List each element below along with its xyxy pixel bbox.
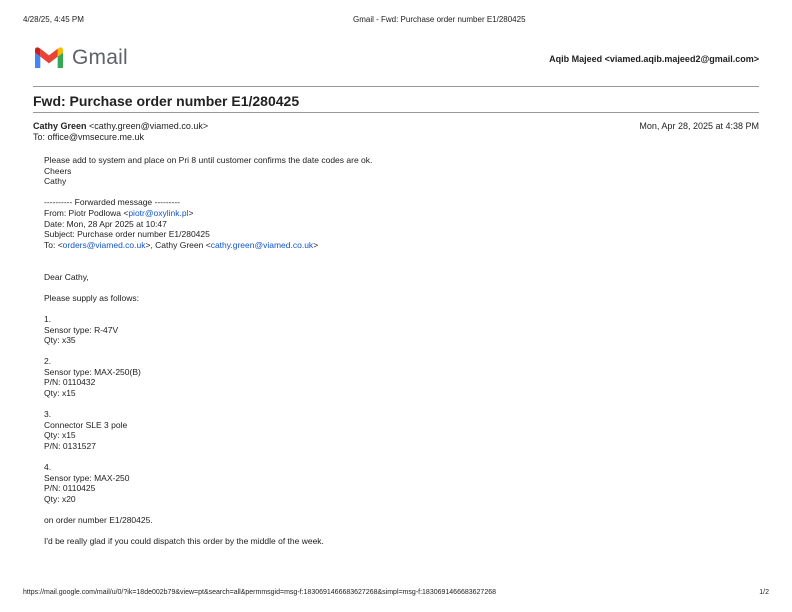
item-line: Sensor type: MAX-250	[44, 472, 130, 483]
forwarded-to-email-link[interactable]: orders@viamed.co.uk	[62, 239, 146, 250]
closing-line: I'd be really glad if you could dispatch this order by the middle of the week.	[44, 536, 324, 547]
print-header	[23, 15, 769, 27]
item-line: Sensor type: MAX-250(B)	[44, 366, 141, 377]
header-divider	[33, 86, 759, 87]
item-line: Sensor type: R-47V	[44, 324, 119, 335]
intro-line: Cheers	[44, 165, 72, 176]
item-line: Qty: x20	[44, 494, 76, 504]
recipient-line: To: office@vmsecure.me.uk	[33, 132, 145, 142]
order-item	[44, 356, 744, 398]
email-body	[44, 155, 744, 547]
forwarded-from-suffix: >	[188, 207, 194, 218]
item-line: Qty: x35	[44, 335, 76, 346]
order-item	[44, 409, 744, 451]
item-line: Qty: x15	[44, 430, 76, 441]
item-line: P/N: 0110425	[44, 483, 96, 494]
forwarded-to	[44, 240, 744, 251]
item-number: 2.	[44, 356, 52, 367]
item-line: P/N: 0131527	[44, 441, 96, 452]
item-number: 4.	[44, 462, 52, 473]
item-number: 3.	[44, 409, 52, 420]
forwarded-subject: Subject: Purchase order number E1/280425	[44, 229, 210, 240]
print-datetime: 4/28/25, 4:45 PM	[23, 15, 84, 24]
request-line: Please supply as follows:	[44, 292, 139, 303]
forwarded-from-prefix: From: Piotr Podlowa <	[44, 207, 129, 218]
forwarded-to-prefix: To: <	[44, 239, 63, 250]
item-line: Connector SLE 3 pole	[44, 419, 128, 430]
forwarded-cc-email-link[interactable]: cathy.green@viamed.co.uk	[210, 239, 314, 250]
item-line: P/N: 0110432	[44, 377, 96, 388]
subject-divider	[33, 112, 759, 113]
forwarded-date: Date: Mon, 28 Apr 2025 at 10:47	[44, 218, 167, 229]
item-number: 1.	[44, 313, 52, 324]
gmail-logo-icon	[33, 46, 65, 70]
order-item	[44, 314, 744, 346]
sender-line	[33, 121, 208, 131]
gmail-wordmark: Gmail	[72, 46, 128, 69]
forwarded-to-middle: >, Cathy Green <	[145, 239, 211, 250]
print-footer	[23, 589, 769, 599]
print-page-number: 1/2	[759, 589, 769, 596]
gmail-brand	[33, 45, 128, 71]
greeting: Dear Cathy,	[44, 271, 89, 282]
email-subject: Fwd: Purchase order number E1/280425	[33, 93, 300, 109]
print-url: https://mail.google.com/mail/u/0/?ik=18de002b79&view=pt&search=all&permmsgid=msg-f:1830691466683627268&simpl=msg-f:1830691466683627268	[23, 589, 497, 596]
forwarded-from-email-link[interactable]: piotr@oxylink.pl	[128, 207, 189, 218]
intro-line: Cathy	[44, 176, 67, 187]
forwarded-from	[44, 208, 744, 219]
item-line: Qty: x15	[44, 388, 76, 399]
sender-name: Cathy Green	[33, 121, 87, 131]
forwarded-to-suffix: >	[313, 239, 319, 250]
order-reference: on order number E1/280425.	[44, 515, 153, 526]
print-page-title: Gmail - Fwd: Purchase order number E1/280425	[353, 15, 526, 24]
order-item	[44, 462, 744, 504]
intro-line: Please add to system and place on Pri 8 until customer confirms the date codes are ok.	[44, 155, 373, 165]
sender-email: <cathy.green@viamed.co.uk>	[89, 121, 209, 131]
forwarded-divider: ---------- Forwarded message ---------	[44, 197, 180, 208]
account-label: Aqib Majeed <viamed.aqib.majeed2@gmail.com>	[549, 54, 759, 64]
email-date: Mon, Apr 28, 2025 at 4:38 PM	[639, 121, 759, 131]
